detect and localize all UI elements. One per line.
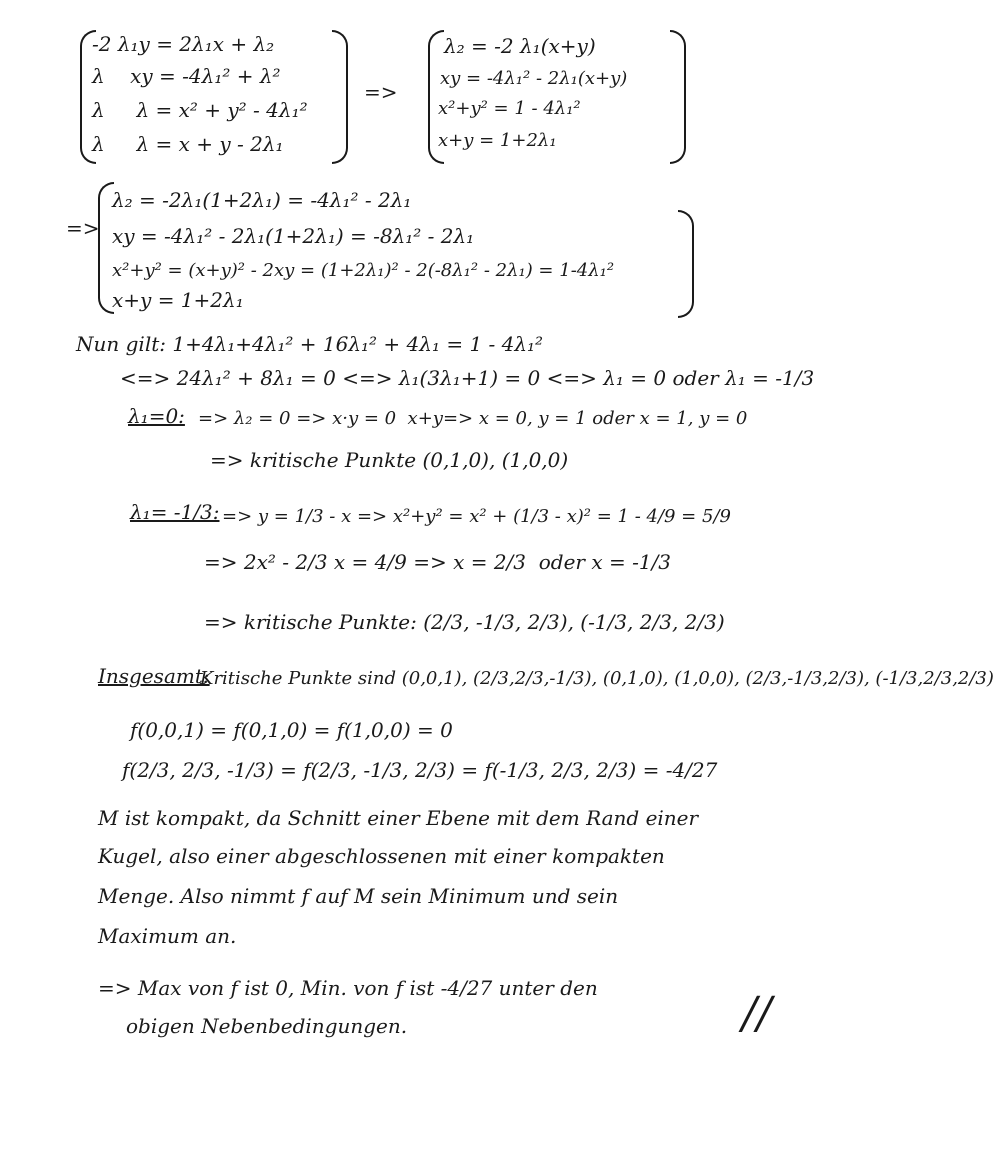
eq-line: -2 λ₁y = 2λ₁x + λ₂ [92,32,275,56]
case1-label: λ₁=0: [128,404,185,428]
eq-line: xy = -4λ₁² - 2λ₁(x+y) [440,68,628,89]
nun-gilt-line: Nun gilt: 1+4λ₁+4λ₁² + 16λ₁² + 4λ₁ = 1 - 4λ₁² [76,332,544,356]
right-brace [332,30,348,164]
paragraph-line: Maximum an. [98,924,237,948]
case2-label: λ₁= -1/3: [130,500,220,524]
conclusion-line: => Max von f ist 0, Min. von f ist -4/27 unter den [98,976,598,1000]
f-values-zero: f(0,0,1) = f(0,1,0) = f(1,0,0) = 0 [130,718,453,742]
case1-line: => λ₂ = 0 => x·y = 0 x+y=> x = 0, y = 1 oder x = 1, y = 0 [198,408,748,429]
paragraph-line: Kugel, also einer abgeschlossenen mit einer kompakten [98,844,665,868]
eq-line: x²+y² = (x+y)² - 2xy = (1+2λ₁)² - 2(-8λ₁² - 2λ₁) = 1-4λ₁² [112,260,615,281]
total-label: Insgesamt: [98,664,210,688]
critical-points-1: => kritische Punkte (0,1,0), (1,0,0) [210,448,569,472]
case2-line: => y = 1/3 - x => x²+y² = x² + (1/3 - x)² = 1 - 4/9 = 5/9 [222,506,731,527]
critical-points-2: => kritische Punkte: (2/3, -1/3, 2/3), (-1/3, 2/3, 2/3) [204,610,725,634]
eq-line: λ₂ = -2λ₁(1+2λ₁) = -4λ₁² - 2λ₁ [112,188,412,212]
eq-line: x+y = 1+2λ₁ [438,130,557,151]
conclusion-line: obigen Nebenbedingungen. [126,1014,408,1038]
right-brace [678,210,694,318]
eq-line: λ λ = x + y - 2λ₁ [92,132,284,156]
quadratic-line: => 2x² - 2/3 x = 4/9 => x = 2/3 oder x = -1/3 [204,550,672,574]
right-brace [670,30,686,164]
equivalence-line: <=> 24λ₁² + 8λ₁ = 0 <=> λ₁(3λ₁+1) = 0 <=> λ₁ = 0 oder λ₁ = -1/3 [120,366,815,390]
eq-line: x²+y² = 1 - 4λ₁² [438,98,581,119]
eq-line: x+y = 1+2λ₁ [112,288,244,312]
total-line: Kritische Punkte sind (0,0,1), (2/3,2/3,-1/3), (0,1,0), (1,0,0), (2/3,-1/3,2/3), (-1/3,2/3,2/3) [200,668,994,689]
eq-line: λ λ = x² + y² - 4λ₁² [92,98,308,122]
eq-line: xy = -4λ₁² - 2λ₁(1+2λ₁) = -8λ₁² - 2λ₁ [112,224,475,248]
eq-line: λ₂ = -2 λ₁(x+y) [444,34,596,58]
implies-arrow: => [66,216,100,240]
paragraph-line: Menge. Also nimmt f auf M sein Minimum und sein [98,884,619,908]
eq-line: λ xy = -4λ₁² + λ² [92,64,281,88]
implies-arrow: => [364,80,398,104]
f-values-min: f(2/3, 2/3, -1/3) = f(2/3, -1/3, 2/3) = f(-1/3, 2/3, 2/3) = -4/27 [122,758,718,782]
paragraph-line: M ist kompakt, da Schnitt einer Ebene mit dem Rand einer [98,806,699,830]
end-mark: // [742,988,772,1039]
